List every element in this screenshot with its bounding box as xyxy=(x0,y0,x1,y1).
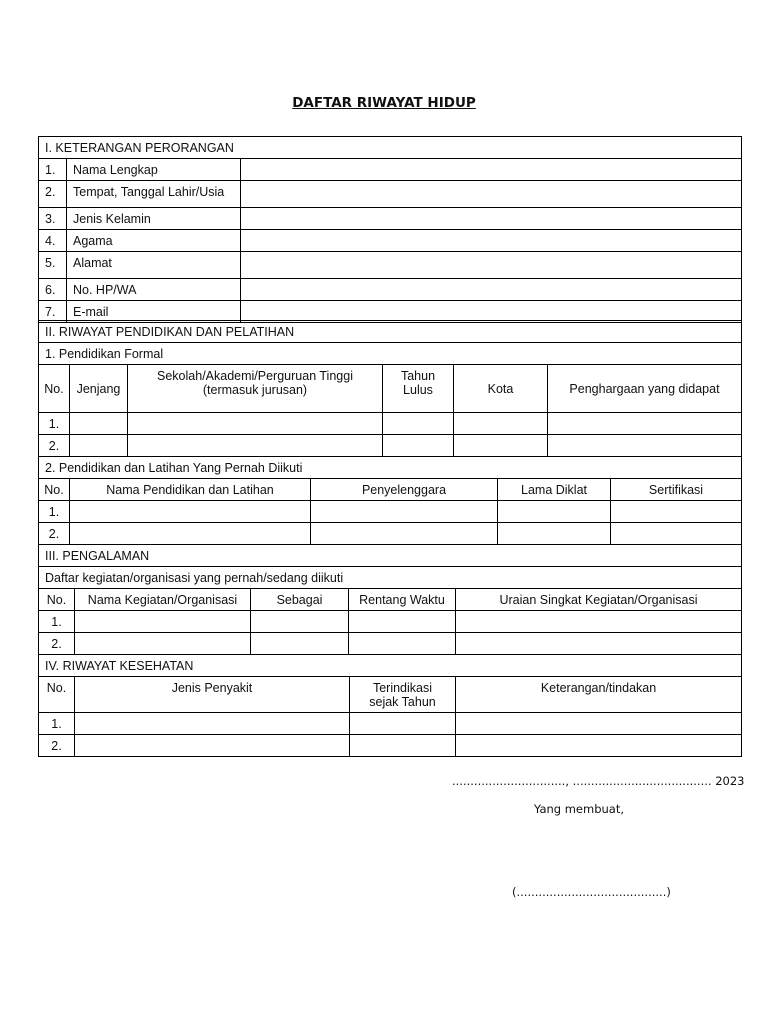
kota-cell[interactable] xyxy=(454,413,548,435)
table-row: 2. xyxy=(39,633,742,655)
phone-field[interactable] xyxy=(241,279,742,301)
col-jenjang: Jenjang xyxy=(70,365,128,413)
religion-field[interactable] xyxy=(241,230,742,252)
section-header-health: IV. RIWAYAT KESEHATAN xyxy=(39,655,742,677)
birth-field[interactable] xyxy=(241,181,742,208)
col-jenis: Jenis Penyakit xyxy=(75,677,350,713)
table-header-row xyxy=(39,677,742,713)
table-row: 2. xyxy=(39,435,742,457)
section-header-experience: III. PENGALAMAN xyxy=(39,545,742,567)
subheader-experience: Daftar kegiatan/organisasi yang pernah/sedang diikuti xyxy=(39,567,742,589)
jenis-cell[interactable] xyxy=(75,713,350,735)
field-label: Jenis Kelamin xyxy=(67,208,241,230)
health-table xyxy=(38,654,742,757)
place-date-line: ..............................., ...................................... 2023 xyxy=(452,774,745,788)
table-row: 1. xyxy=(39,713,742,735)
uraian-cell[interactable] xyxy=(456,611,742,633)
table-row: 1. xyxy=(39,501,742,523)
col-sebagai: Sebagai xyxy=(251,589,349,611)
col-tahun: Tahun Lulus xyxy=(383,365,454,413)
table-header-row xyxy=(39,479,742,501)
terindikasi-cell[interactable] xyxy=(350,735,456,757)
penghargaan-cell[interactable] xyxy=(548,435,742,457)
sebagai-cell[interactable] xyxy=(251,633,349,655)
keterangan-cell[interactable] xyxy=(456,713,742,735)
personal-row-gender: 3. Jenis Kelamin xyxy=(39,208,742,230)
col-terindikasi: Terindikasi sejak Tahun xyxy=(350,677,456,713)
penghargaan-cell[interactable] xyxy=(548,413,742,435)
table-row: 1. xyxy=(39,611,742,633)
personal-row-phone: 6. No. HP/WA xyxy=(39,279,742,301)
nama-cell[interactable] xyxy=(70,523,311,545)
col-kota: Kota xyxy=(454,365,548,413)
personal-row-email: 7. E-mail xyxy=(39,301,742,323)
penyelenggara-cell[interactable] xyxy=(311,523,498,545)
personal-info-table xyxy=(38,136,742,323)
col-penghargaan: Penghargaan yang didapat xyxy=(548,365,742,413)
field-label: Nama Lengkap xyxy=(67,159,241,181)
field-label: Alamat xyxy=(67,252,241,279)
col-uraian: Uraian Singkat Kegiatan/Organisasi xyxy=(456,589,742,611)
jenis-cell[interactable] xyxy=(75,735,350,757)
keterangan-cell[interactable] xyxy=(456,735,742,757)
subheader-training: 2. Pendidikan dan Latihan Yang Pernah Diikuti xyxy=(39,457,742,479)
lama-cell[interactable] xyxy=(498,501,611,523)
section-header-personal: I. KETERANGAN PERORANGAN xyxy=(39,137,742,159)
field-label: E-mail xyxy=(67,301,241,323)
field-label: Agama xyxy=(67,230,241,252)
table-header-row xyxy=(39,365,742,413)
table-row: 1. xyxy=(39,413,742,435)
lama-cell[interactable] xyxy=(498,523,611,545)
tahun-cell[interactable] xyxy=(383,435,454,457)
made-by-label: Yang membuat, xyxy=(534,802,625,816)
col-no: No. xyxy=(39,589,75,611)
personal-row-religion: 4. Agama xyxy=(39,230,742,252)
sekolah-cell[interactable] xyxy=(128,435,383,457)
col-rentang: Rentang Waktu xyxy=(349,589,456,611)
table-row: 2. xyxy=(39,523,742,545)
jenjang-cell[interactable] xyxy=(70,435,128,457)
col-sekolah: Sekolah/Akademi/Perguruan Tinggi (termasuk jurusan) xyxy=(128,365,383,413)
uraian-cell[interactable] xyxy=(456,633,742,655)
col-no: No. xyxy=(39,365,70,413)
rentang-cell[interactable] xyxy=(349,633,456,655)
sertifikasi-cell[interactable] xyxy=(611,523,742,545)
gender-field[interactable] xyxy=(241,208,742,230)
col-nama: Nama Kegiatan/Organisasi xyxy=(75,589,251,611)
tahun-cell[interactable] xyxy=(383,413,454,435)
address-field[interactable] xyxy=(241,252,742,279)
sekolah-cell[interactable] xyxy=(128,413,383,435)
sebagai-cell[interactable] xyxy=(251,611,349,633)
penyelenggara-cell[interactable] xyxy=(311,501,498,523)
subheader-formal: 1. Pendidikan Formal xyxy=(39,343,742,365)
section-header-education: II. RIWAYAT PENDIDIKAN DAN PELATIHAN xyxy=(39,321,742,343)
kota-cell[interactable] xyxy=(454,435,548,457)
experience-table xyxy=(38,544,742,655)
personal-row-birth: 2. Tempat, Tanggal Lahir/Usia xyxy=(39,181,742,208)
col-keterangan: Keterangan/tindakan xyxy=(456,677,742,713)
field-label: Tempat, Tanggal Lahir/Usia xyxy=(67,181,241,208)
personal-row-address: 5. Alamat xyxy=(39,252,742,279)
document-title: DAFTAR RIWAYAT HIDUP xyxy=(292,95,476,111)
nama-cell[interactable] xyxy=(75,633,251,655)
col-sertifikasi: Sertifikasi xyxy=(611,479,742,501)
formal-education-table xyxy=(38,320,742,457)
table-header-row xyxy=(39,589,742,611)
field-label: No. HP/WA xyxy=(67,279,241,301)
nama-cell[interactable] xyxy=(70,501,311,523)
col-lama: Lama Diklat xyxy=(498,479,611,501)
table-row: 2. xyxy=(39,735,742,757)
nama-cell[interactable] xyxy=(75,611,251,633)
name-field[interactable] xyxy=(241,159,742,181)
col-no: No. xyxy=(39,479,70,501)
jenjang-cell[interactable] xyxy=(70,413,128,435)
rentang-cell[interactable] xyxy=(349,611,456,633)
terindikasi-cell[interactable] xyxy=(350,713,456,735)
col-nama: Nama Pendidikan dan Latihan xyxy=(70,479,311,501)
col-no: No. xyxy=(39,677,75,713)
training-table xyxy=(38,456,742,545)
personal-row-name: 1. Nama Lengkap xyxy=(39,159,742,181)
col-penyelenggara: Penyelenggara xyxy=(311,479,498,501)
signature-name-line: (.........................................) xyxy=(512,885,671,899)
sertifikasi-cell[interactable] xyxy=(611,501,742,523)
